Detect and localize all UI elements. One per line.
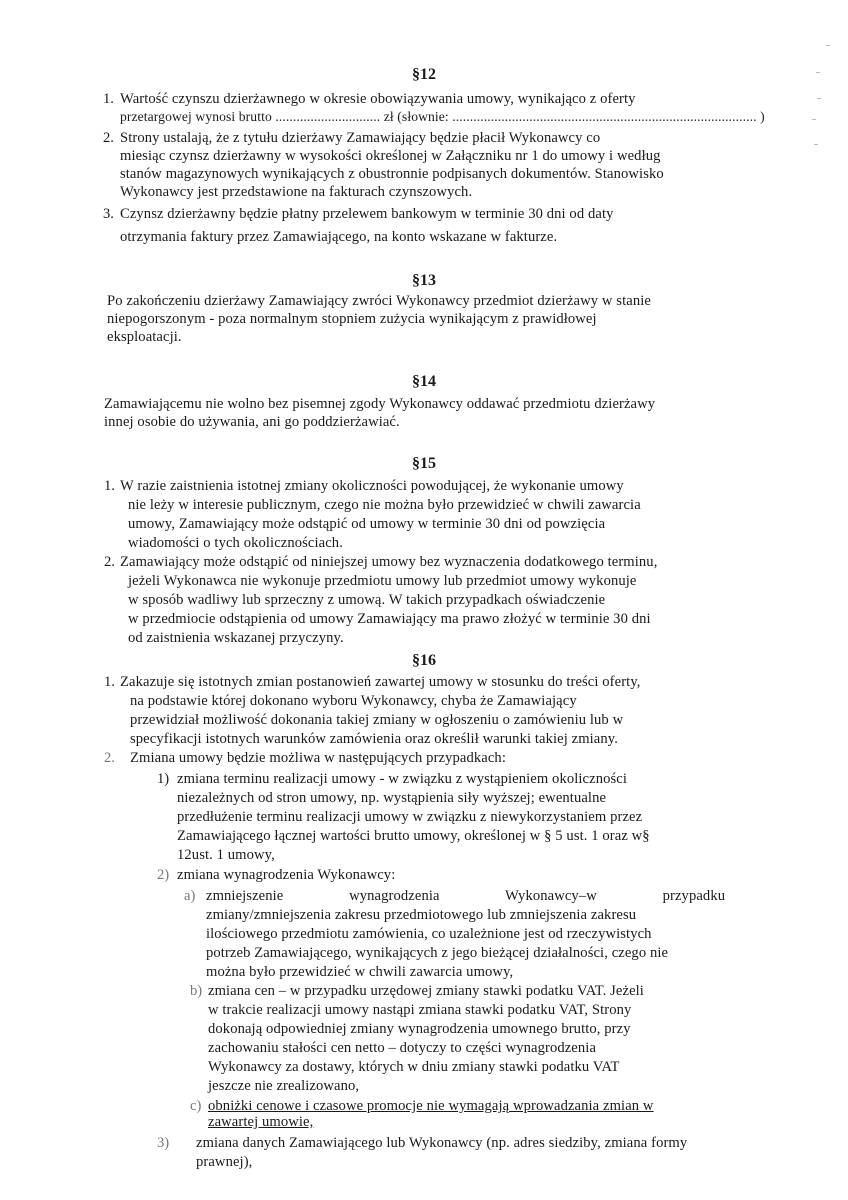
paragraph-line-underlined: obniżki cenowe i czasowe promocje nie wymagają wprowadzania zmian w xyxy=(208,1098,654,1114)
section-heading-13: §13 xyxy=(412,272,436,289)
item-number: 2. xyxy=(104,750,115,766)
paragraph-line: Zamawiającemu nie wolno bez pisemnej zgody Wykonawcy oddawać przedmiotu dzierżawy xyxy=(104,396,656,412)
item-number: c) xyxy=(190,1098,202,1114)
paragraph-line: można było przewidzieć w chwili zawarcia umowy, xyxy=(206,964,514,980)
paragraph-line: Zamawiającego łącznej wartości brutto umowy, określonej w § 5 ust. 1 oraz w§ xyxy=(177,828,650,844)
paragraph-line: od zaistnienia wskazanej przyczyny. xyxy=(128,630,344,646)
paragraph-line: dokonają odpowiedniej zmiany wynagrodzenia umownego brutto, przy xyxy=(208,1021,631,1037)
scan-mark xyxy=(816,72,820,73)
item-number: 3) xyxy=(157,1135,170,1151)
paragraph-line: zmniejszenie wynagrodzenia Wykonawcy–w przypadku xyxy=(206,888,726,904)
item-number: b) xyxy=(190,983,203,999)
section-heading-14: §14 xyxy=(412,373,436,390)
section-heading-16: §16 xyxy=(412,652,436,669)
paragraph-line: Czynsz dzierżawny będzie płatny przelewem bankowym w terminie 30 dni od daty xyxy=(120,206,614,222)
paragraph-line: jeżeli Wykonawca nie wykonuje przedmiotu umowy lub przedmiot umowy wykonuje xyxy=(128,573,637,589)
paragraph-line: jeszcze nie zrealizowano, xyxy=(208,1078,360,1094)
paragraph-line: specyfikacji istotnych warunków zamówienia oraz określił warunki takiej zmiany. xyxy=(130,731,618,747)
paragraph-line: potrzeb Zamawiającego, wynikających z jego bieżącej działalności, czego nie xyxy=(206,945,669,961)
paragraph-line: nie leży w interesie publicznym, czego nie można było przewidzieć w chwili zawarcia xyxy=(128,497,641,513)
scan-mark xyxy=(812,119,816,120)
paragraph-line-underlined: zawartej umowie, xyxy=(208,1114,314,1130)
item-number: 2. xyxy=(104,554,115,570)
paragraph-line: przedłużenie terminu realizacji umowy w związku z niewykorzystaniem przez xyxy=(177,809,643,825)
paragraph-line: w przedmiocie odstąpienia od umowy Zamawiający ma prawo złożyć w terminie 30 dni xyxy=(128,611,651,627)
paragraph-line: w trakcie realizacji umowy nastąpi zmiana stawki podatku VAT, Strony xyxy=(208,1002,632,1018)
section-heading-12: §12 xyxy=(412,66,436,83)
paragraph-line: ilościowego przedmiotu zamówienia, co uzależnione jest od rzeczywistych xyxy=(206,926,652,942)
paragraph-line: W razie zaistnienia istotnej zmiany okoliczności powodującej, że wykonanie umowy xyxy=(120,478,624,494)
paragraph-line: zmiana wynagrodzenia Wykonawcy: xyxy=(177,867,396,883)
paragraph-line: Wykonawcy jest przedstawione na fakturach czynszowych. xyxy=(120,184,473,200)
scan-mark xyxy=(814,144,818,145)
paragraph-line: Zakazuje się istotnych zmian postanowień zawartej umowy w stosunku do treści oferty, xyxy=(120,674,641,690)
paragraph-line: wiadomości o tych okolicznościach. xyxy=(128,535,343,551)
paragraph-line: niezależnych od stron umowy, np. wystąpienia siły wyższej; ewentualne xyxy=(177,790,607,806)
paragraph-line: eksploatacji. xyxy=(107,329,182,345)
paragraph-line: umowy, Zamawiający może odstąpić od umowy w terminie 30 dni od powzięcia xyxy=(128,516,606,532)
paragraph-line: zmiany/zmniejszenia zakresu przedmiotowego lub zmniejszenia zakresu xyxy=(206,907,637,923)
paragraph-line: Zamawiający może odstąpić od niniejszej umowy bez wyznaczenia dodatkowego terminu, xyxy=(120,554,658,570)
paragraph-line: Wykonawcy za dostawy, których w dniu zmiany stawki podatku VAT xyxy=(208,1059,620,1075)
paragraph-line: 12ust. 1 umowy, xyxy=(177,847,275,863)
paragraph-line: przewidział możliwość dokonania takiej zmiany w ogłoszeniu o zamówieniu lub w xyxy=(130,712,624,728)
section-heading-15: §15 xyxy=(412,455,436,472)
paragraph-line: Wartość czynszu dzierżawnego w okresie obowiązywania umowy, wynikająco z oferty xyxy=(120,91,636,107)
paragraph-line: Strony ustalają, że z tytułu dzierżawy Zamawiający będzie płacił Wykonawcy co xyxy=(120,130,601,146)
paragraph-line: stanów magazynowych wynikających z obustronnie podpisanych dokumentów. Stanowisko xyxy=(120,166,664,182)
item-number: a) xyxy=(184,888,196,904)
item-number: 1. xyxy=(104,674,115,690)
scan-mark xyxy=(817,98,821,99)
paragraph-line: Po zakończeniu dzierżawy Zamawiający zwróci Wykonawcy przedmiot dzierżawy w stanie xyxy=(107,293,651,309)
paragraph-line: zachowaniu stałości cen netto – dotyczy to części wynagrodzenia xyxy=(208,1040,597,1056)
paragraph-line: Zmiana umowy będzie możliwa w następujących przypadkach: xyxy=(130,750,506,766)
paragraph-line: zmiana danych Zamawiającego lub Wykonawcy (np. adres siedziby, zmiana formy xyxy=(196,1135,688,1151)
item-number: 1. xyxy=(103,91,114,107)
paragraph-line: miesiąc czynsz dzierżawny w wysokości określonej w Załączniku nr 1 do umowy i według xyxy=(120,148,661,164)
paragraph-line: zmiana terminu realizacji umowy - w związku z wystąpieniem okoliczności xyxy=(177,771,628,787)
item-number: 3. xyxy=(103,206,114,222)
scan-mark xyxy=(826,45,830,46)
paragraph-line: przetargowej wynosi brutto .............................. zł (słownie: ....................................................................................... ) xyxy=(120,109,765,124)
item-number: 2. xyxy=(103,130,114,146)
paragraph-line: prawnej), xyxy=(196,1154,253,1170)
item-number: 2) xyxy=(157,867,170,883)
paragraph-line: niepogorszonym - poza normalnym stopniem zużycia wynikającym z prawidłowej xyxy=(107,311,597,327)
paragraph-line: w sposób wadliwy lub sprzeczny z umową. W takich przypadkach oświadczenie xyxy=(128,592,606,608)
item-number: 1) xyxy=(157,771,170,787)
item-number: 1. xyxy=(104,478,115,494)
paragraph-line: innej osobie do używania, ani go poddzierżawiać. xyxy=(104,414,400,430)
paragraph-line: na podstawie której dokonano wyboru Wykonawcy, chyba że Zamawiający xyxy=(130,693,577,709)
paragraph-line: otrzymania faktury przez Zamawiającego, na konto wskazane w fakturze. xyxy=(120,229,558,245)
paragraph-line: zmiana cen – w przypadku urzędowej zmiany stawki podatku VAT. Jeżeli xyxy=(208,983,644,999)
